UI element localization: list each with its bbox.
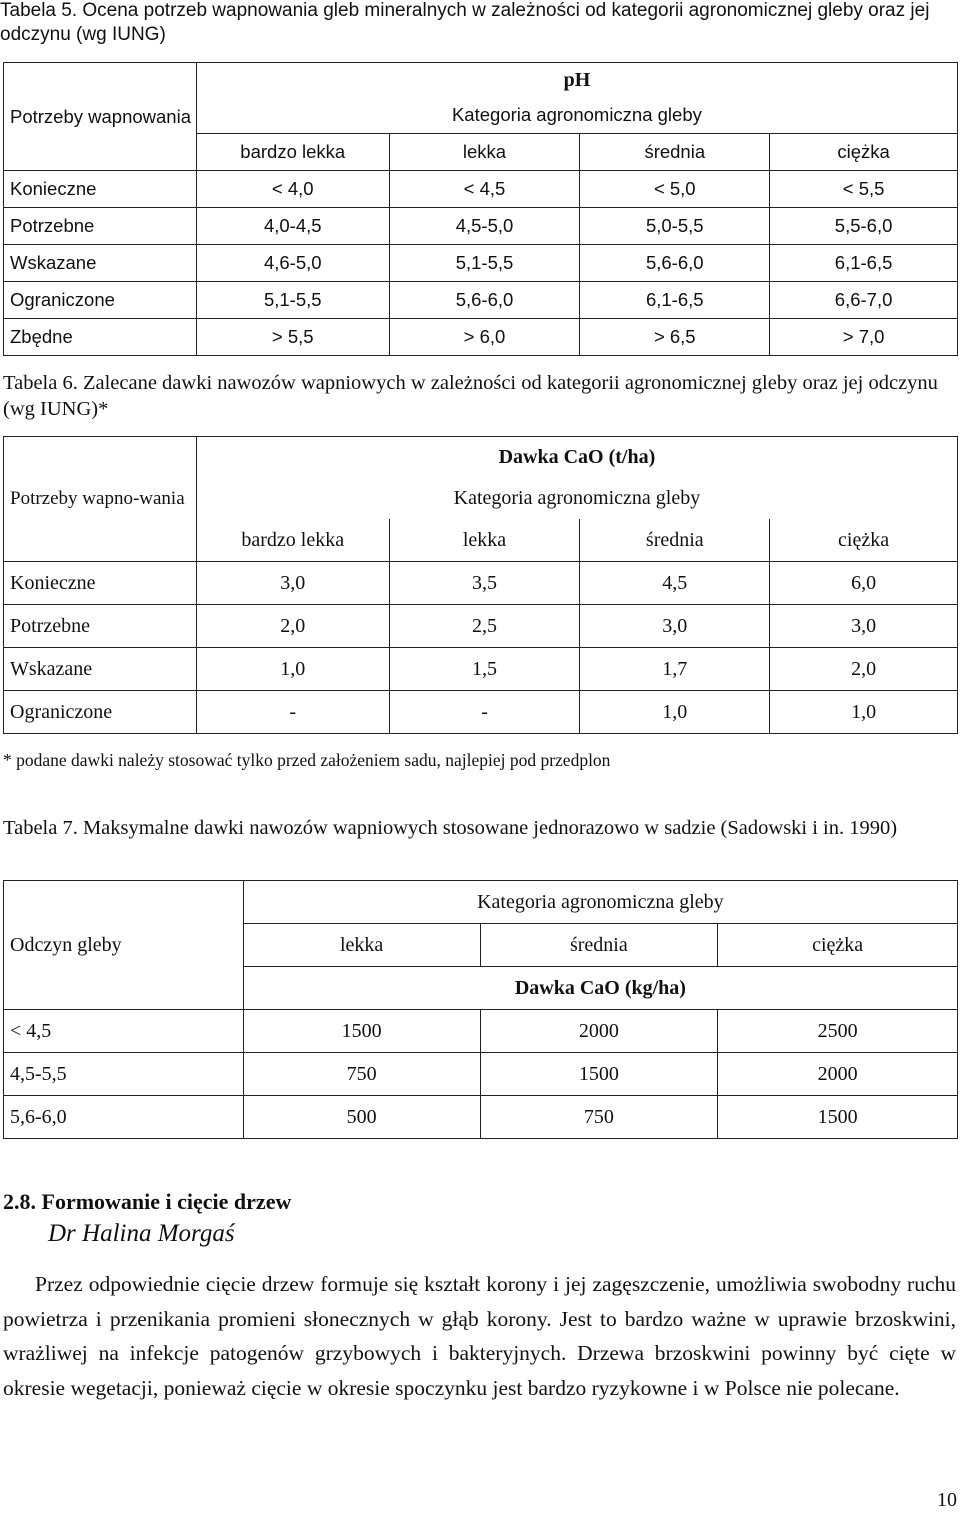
table6 — [3, 436, 958, 734]
table-cell: - — [196, 691, 389, 734]
table6-row-header: Potrzeby wapno-wania — [4, 437, 197, 562]
row-label: 4,5-5,5 — [4, 1053, 244, 1096]
table-cell: 6,0 — [770, 562, 958, 605]
table-cell: 4,5 — [580, 562, 770, 605]
table-cell: 1,0 — [580, 691, 770, 734]
table-cell: 1500 — [718, 1096, 958, 1139]
table-row — [4, 1053, 958, 1096]
table5-caption: Tabela 5. Ocena potrzeb wapnowania gleb mineralnych w zależności od kategorii agronomicznej gleby oraz jej odczynu (wg IUNG) — [0, 0, 930, 45]
table5-col-header: bardzo lekka — [196, 134, 389, 171]
table-row — [4, 319, 958, 356]
table-cell: 1500 — [480, 1053, 718, 1096]
row-label: 5,6-6,0 — [4, 1096, 244, 1139]
table5-ph-header: pH — [196, 63, 957, 98]
table6-caption: Tabela 6. Zalecane dawki nawozów wapniowych w zależności od kategorii agronomicznej gleby oraz jej odczynu (wg IUNG)* — [3, 372, 938, 420]
table7 — [3, 880, 958, 1139]
table-cell: 1,7 — [580, 648, 770, 691]
table-row — [4, 648, 958, 691]
table7-col-header: ciężka — [718, 924, 958, 967]
table-cell: 1,0 — [770, 691, 958, 734]
table-cell: 6,6-7,0 — [770, 282, 958, 319]
table-cell: > 7,0 — [770, 319, 958, 356]
table7-col-header: średnia — [480, 924, 718, 967]
row-label: Potrzebne — [4, 208, 197, 245]
table-cell: 2,5 — [389, 605, 580, 648]
table-cell: 2,0 — [196, 605, 389, 648]
table-cell: 500 — [243, 1096, 480, 1139]
table-row — [4, 282, 958, 319]
page-number: 10 — [937, 1489, 957, 1511]
table-row — [4, 605, 958, 648]
table-row — [4, 1096, 958, 1139]
table-cell: 4,6-5,0 — [196, 245, 389, 282]
table7-row-header: Odczyn gleby — [4, 881, 244, 1010]
table-cell: 5,1-5,5 — [196, 282, 389, 319]
section-paragraph: Przez odpowiednie cięcie drzew formuje się kształt korony i jej zagęszczenie, umożliwia swobodny ruchu powietrza i przenikania promieni słonecznych w głąb korony. Jest to bardzo ważne w uprawie brzoskwini, wrażliwej na infekcje patogenów grzybowych i bakteryjnych. Drzewa brzoskwini powinny być cięte w okresie wegetacji, ponieważ cięcie w okresie spoczynku jest bardzo ryzykowne i w Polsce nie polecane. — [3, 1272, 956, 1400]
table-cell: 5,0-5,5 — [580, 208, 770, 245]
row-label: Wskazane — [4, 245, 197, 282]
table6-col-header: lekka — [389, 519, 580, 562]
table-cell: < 5,5 — [770, 171, 958, 208]
table7-unit-header: Dawka CaO (kg/ha) — [243, 967, 957, 1010]
table-cell: 2,0 — [770, 648, 958, 691]
row-label: Zbędne — [4, 319, 197, 356]
table7-caption: Tabela 7. Maksymalne dawki nawozów wapniowych stosowane jednorazowo w sadzie (Sadowski i in. 1990) — [3, 817, 898, 839]
table-row — [4, 171, 958, 208]
section-author: Dr Halina Morgaś — [48, 1220, 235, 1247]
table-cell: 1,5 — [389, 648, 580, 691]
table-cell: < 5,0 — [580, 171, 770, 208]
row-label: Potrzebne — [4, 605, 197, 648]
table-cell: 750 — [480, 1096, 718, 1139]
table-cell: 6,1-6,5 — [580, 282, 770, 319]
table7-category-header: Kategoria agronomiczna gleby — [243, 881, 957, 924]
table-cell: > 6,0 — [389, 319, 580, 356]
row-label: Ograniczone — [4, 691, 197, 734]
table5-row-header: Potrzeby wapnowania — [4, 63, 197, 171]
section-number: 2.8. — [3, 1189, 36, 1214]
row-label: Konieczne — [4, 171, 197, 208]
table6-category-header: Kategoria agronomiczna gleby — [196, 477, 957, 519]
table6-footnote: * podane dawki należy stosować tylko przed założeniem sadu, najlepiej pod przedplon — [3, 750, 611, 770]
table-cell: 3,0 — [196, 562, 389, 605]
table6-col-header: ciężka — [770, 519, 958, 562]
table6-col-header: bardzo lekka — [196, 519, 389, 562]
table-cell: > 5,5 — [196, 319, 389, 356]
table-cell: 5,6-6,0 — [580, 245, 770, 282]
table-cell: 2500 — [718, 1010, 958, 1053]
table7-col-header: lekka — [243, 924, 480, 967]
table-cell: 5,1-5,5 — [389, 245, 580, 282]
table5-category-header: Kategoria agronomiczna gleby — [196, 97, 957, 134]
table-cell: 3,0 — [770, 605, 958, 648]
section-heading — [3, 1188, 291, 1216]
table-cell: 4,0-4,5 — [196, 208, 389, 245]
table-cell: 3,0 — [580, 605, 770, 648]
table-cell: 5,5-6,0 — [770, 208, 958, 245]
table5-col-header: średnia — [580, 134, 770, 171]
row-label: Wskazane — [4, 648, 197, 691]
table-cell: > 6,5 — [580, 319, 770, 356]
table-cell: 2000 — [480, 1010, 718, 1053]
table-row — [4, 245, 958, 282]
table-cell: 6,1-6,5 — [770, 245, 958, 282]
table5-col-header: lekka — [389, 134, 580, 171]
table-cell: 750 — [243, 1053, 480, 1096]
row-label: Konieczne — [4, 562, 197, 605]
table-cell: 2000 — [718, 1053, 958, 1096]
table6-dose-header: Dawka CaO (t/ha) — [196, 437, 957, 478]
table-row — [4, 562, 958, 605]
table-cell: 1500 — [243, 1010, 480, 1053]
row-label: < 4,5 — [4, 1010, 244, 1053]
table-cell: 4,5-5,0 — [389, 208, 580, 245]
table-cell: 5,6-6,0 — [389, 282, 580, 319]
table-row — [4, 1010, 958, 1053]
table5 — [3, 62, 958, 356]
table-cell: < 4,5 — [389, 171, 580, 208]
table-cell: 3,5 — [389, 562, 580, 605]
table-cell: 1,0 — [196, 648, 389, 691]
section-title: Formowanie i cięcie drzew — [41, 1189, 292, 1214]
table-row — [4, 208, 958, 245]
table-cell: - — [389, 691, 580, 734]
table-cell: < 4,0 — [196, 171, 389, 208]
table5-col-header: ciężka — [770, 134, 958, 171]
table6-col-header: średnia — [580, 519, 770, 562]
table-row — [4, 691, 958, 734]
row-label: Ograniczone — [4, 282, 197, 319]
